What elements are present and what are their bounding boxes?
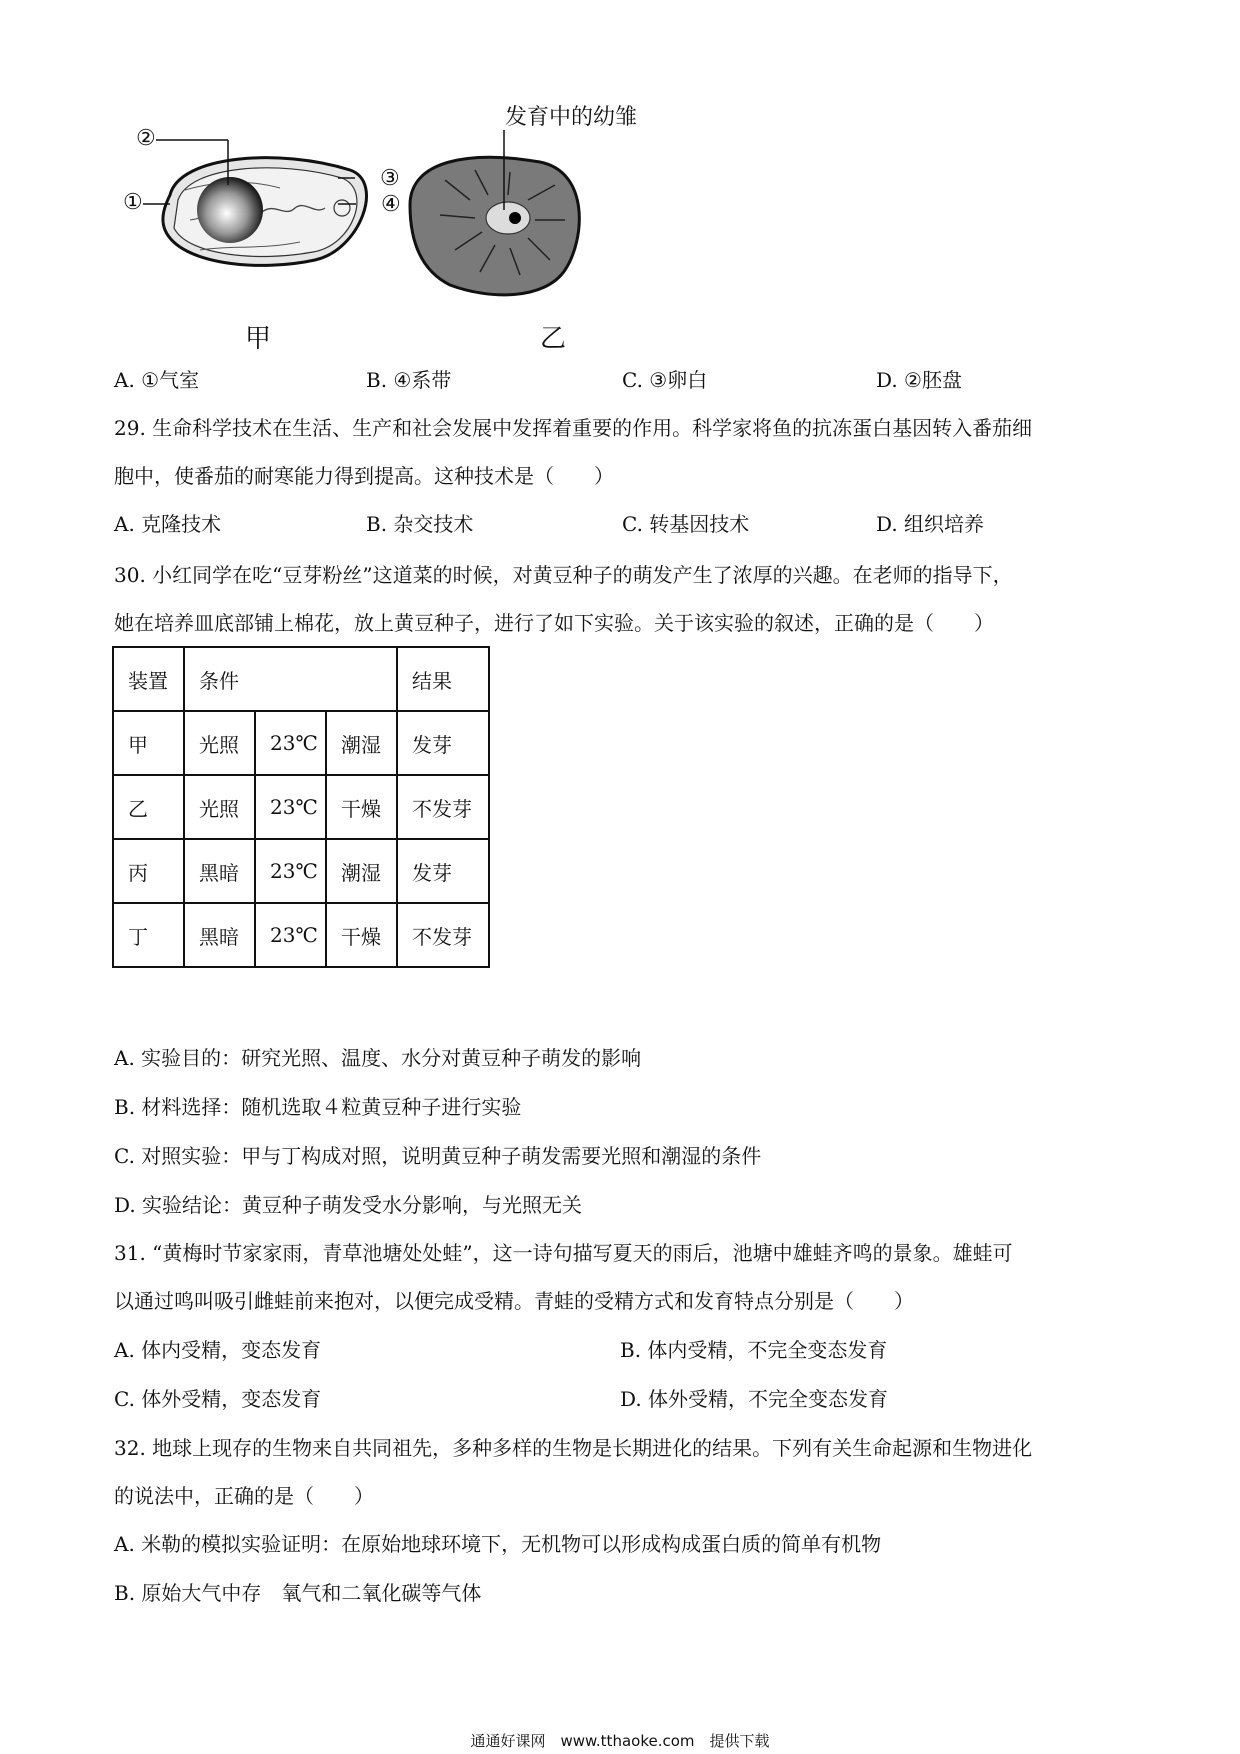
q28-option-b: B. ④系带 xyxy=(366,368,452,392)
figure-label-developing-chick: 发育中的幼雏 xyxy=(505,105,638,130)
q31-option-a: A. 体内受精，变态发育 xyxy=(114,1338,322,1362)
figure-marker-4: ④ xyxy=(381,192,401,217)
table-row xyxy=(113,775,489,839)
egg-structure-diagram xyxy=(143,140,366,265)
q30-option-d: D. 实验结论：黄豆种子萌发受水分影响，与光照无关 xyxy=(114,1193,583,1217)
table-header-row xyxy=(113,647,489,711)
table-cell: 甲 xyxy=(113,711,184,775)
q28-option-d: D. ②胚盘 xyxy=(876,368,962,392)
table-cell: 光照 xyxy=(184,711,255,775)
q31-stem-line2: 以通过鸣叫吸引雌蛙前来抱对，以便完成受精。青蛙的受精方式和发育特点分别是（ ） xyxy=(114,1289,914,1313)
table-header-cell: 条件 xyxy=(184,647,397,711)
q29-option-d: D. 组织培养 xyxy=(876,512,985,536)
table-cell: 乙 xyxy=(113,775,184,839)
table-cell: 不发芽 xyxy=(397,775,489,839)
figure-marker-1: ① xyxy=(123,190,143,215)
q32-stem-line1: 32. 地球上现存的生物来自共同祖先，多种多样的生物是长期进化的结果。下列有关生命起源和生物进化 xyxy=(114,1436,1033,1460)
q29-stem-line2: 胞中，使番茄的耐寒能力得到提高。这种技术是（ ） xyxy=(114,464,614,488)
q31-option-b: B. 体内受精，不完全变态发育 xyxy=(620,1338,888,1362)
table-cell: 丁 xyxy=(113,903,184,967)
figure-caption-left: 甲 xyxy=(245,324,272,354)
q29-option-c: C. 转基因技术 xyxy=(622,512,750,536)
q31-stem-line1: 31. “黄梅时节家家雨，青草池塘处处蛙”，这一诗句描写夏天的雨后，池塘中雄蛙齐鸣的景象。雄蛙可 xyxy=(114,1241,1013,1265)
q30-option-b: B. 材料选择：随机选取４粒黄豆种子进行实验 xyxy=(114,1095,522,1119)
table-cell: 干燥 xyxy=(326,903,397,967)
q31-option-c: C. 体外受精，变态发育 xyxy=(114,1387,322,1411)
table-header-cell: 装置 xyxy=(113,647,184,711)
table-row xyxy=(113,903,489,967)
table-cell: 23℃ xyxy=(255,711,326,775)
q32-stem-line2: 的说法中，正确的是（ ） xyxy=(114,1484,374,1508)
table-cell: 丙 xyxy=(113,839,184,903)
q32-option-b: B. 原始大气中存 氧气和二氧化碳等气体 xyxy=(114,1581,482,1605)
table-cell: 黑暗 xyxy=(184,903,255,967)
q29-stem-line1: 29. 生命科学技术在生活、生产和社会发展中发挥着重要的作用。科学家将鱼的抗冻蛋白基因转入番茄细 xyxy=(114,416,1033,440)
q30-stem-line1: 30. 小红同学在吃“豆芽粉丝”这道菜的时候，对黄豆种子的萌发产生了浓厚的兴趣。在老师的指导下， xyxy=(114,563,1013,587)
table-cell: 发芽 xyxy=(397,711,489,775)
q31-option-d: D. 体外受精，不完全变态发育 xyxy=(620,1387,889,1411)
table-cell: 23℃ xyxy=(255,903,326,967)
q29-option-a: A. 克隆技术 xyxy=(114,512,222,536)
table-cell: 干燥 xyxy=(326,775,397,839)
page-footer: 通通好课网 www.tthaoke.com 提供下载 xyxy=(470,1732,770,1750)
figure-caption-right: 乙 xyxy=(540,324,567,354)
table-cell: 光照 xyxy=(184,775,255,839)
table-cell: 23℃ xyxy=(255,775,326,839)
table-cell: 发芽 xyxy=(397,839,489,903)
table-header-cell: 结果 xyxy=(397,647,489,711)
table-cell: 黑暗 xyxy=(184,839,255,903)
q32-option-a: A. 米勒的模拟实验证明：在原始地球环境下，无机物可以形成构成蛋白质的简单有机物 xyxy=(114,1532,882,1556)
developing-chick-egg-diagram xyxy=(410,130,579,295)
q29-option-b: B. 杂交技术 xyxy=(366,512,474,536)
figure-marker-3: ③ xyxy=(380,166,400,191)
experiment-table xyxy=(112,646,490,968)
q30-stem-line2: 她在培养皿底部铺上棉花，放上黄豆种子，进行了如下实验。关于该实验的叙述，正确的是（ ） xyxy=(114,611,994,635)
table-row xyxy=(113,711,489,775)
table-cell: 不发芽 xyxy=(397,903,489,967)
egg-figure xyxy=(110,100,610,350)
q28-option-a: A. ①气室 xyxy=(114,368,200,392)
q30-option-a: A. 实验目的：研究光照、温度、水分对黄豆种子萌发的影响 xyxy=(114,1046,642,1070)
table-cell: 潮湿 xyxy=(326,839,397,903)
q30-option-c: C. 对照实验：甲与丁构成对照，说明黄豆种子萌发需要光照和潮湿的条件 xyxy=(114,1144,762,1168)
figure-marker-2: ② xyxy=(136,126,156,151)
table-cell: 23℃ xyxy=(255,839,326,903)
table-cell: 潮湿 xyxy=(326,711,397,775)
q28-option-c: C. ③卵白 xyxy=(622,368,708,392)
table-row xyxy=(113,839,489,903)
